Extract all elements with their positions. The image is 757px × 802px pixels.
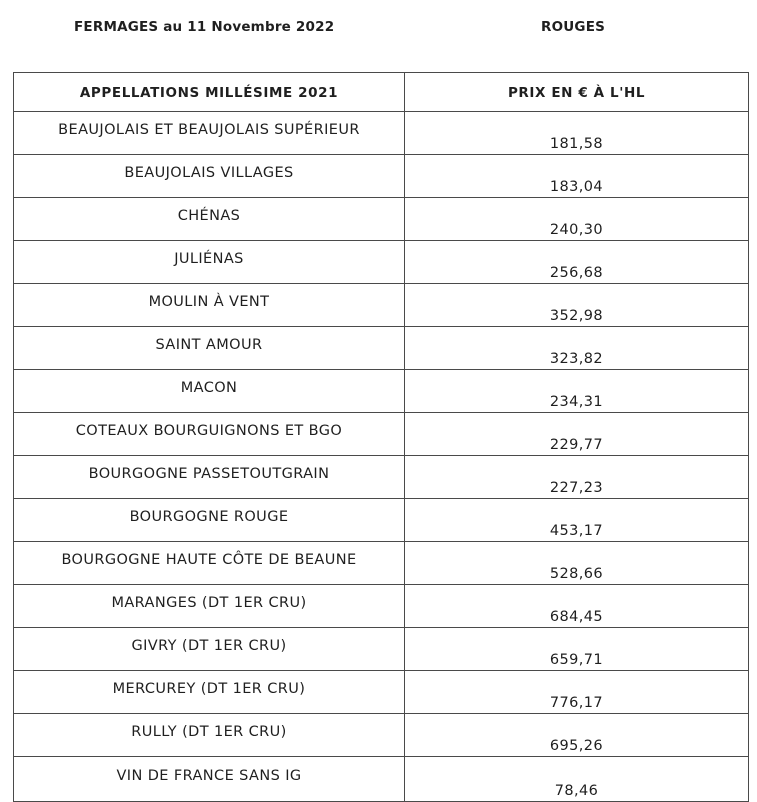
appellation-cell: VIN DE FRANCE SANS IG	[14, 757, 405, 802]
price-cell: 684,45	[405, 585, 749, 628]
appellation-cell: BOURGOGNE PASSETOUTGRAIN	[14, 456, 405, 499]
appellation-cell: MARANGES (DT 1ER CRU)	[14, 585, 405, 628]
table-row	[14, 413, 749, 456]
table-row	[14, 585, 749, 628]
price-cell: 78,46	[405, 757, 749, 802]
table-row	[14, 456, 749, 499]
price-cell: 256,68	[405, 241, 749, 284]
price-table	[13, 72, 749, 802]
appellation-cell: COTEAUX BOURGUIGNONS ET BGO	[14, 413, 405, 456]
price-cell: 776,17	[405, 671, 749, 714]
table-row	[14, 370, 749, 413]
table-row	[14, 112, 749, 155]
appellation-cell: MERCUREY (DT 1ER CRU)	[14, 671, 405, 714]
price-cell: 453,17	[405, 499, 749, 542]
appellation-cell: BEAUJOLAIS VILLAGES	[14, 155, 405, 198]
price-cell: 323,82	[405, 327, 749, 370]
table-row	[14, 757, 749, 802]
table-row	[14, 155, 749, 198]
column-header-price: PRIX EN € À L'HL	[405, 73, 749, 112]
price-cell: 240,30	[405, 198, 749, 241]
table-row	[14, 327, 749, 370]
price-cell: 659,71	[405, 628, 749, 671]
price-cell: 181,58	[405, 112, 749, 155]
appellation-cell: MACON	[14, 370, 405, 413]
table-row	[14, 241, 749, 284]
appellation-cell: GIVRY (DT 1ER CRU)	[14, 628, 405, 671]
table-row	[14, 628, 749, 671]
column-header-appellation: APPELLATIONS MILLÉSIME 2021	[14, 73, 405, 112]
table-body	[14, 112, 749, 802]
document-title: FERMAGES au 11 Novembre 2022	[74, 19, 335, 35]
appellation-cell: RULLY (DT 1ER CRU)	[14, 714, 405, 757]
appellation-cell: BOURGOGNE HAUTE CÔTE DE BEAUNE	[14, 542, 405, 585]
table-row	[14, 499, 749, 542]
table-row	[14, 198, 749, 241]
table-row	[14, 284, 749, 327]
price-cell: 227,23	[405, 456, 749, 499]
price-cell: 234,31	[405, 370, 749, 413]
appellation-cell: CHÉNAS	[14, 198, 405, 241]
appellation-cell: MOULIN À VENT	[14, 284, 405, 327]
appellation-cell: SAINT AMOUR	[14, 327, 405, 370]
table-row	[14, 542, 749, 585]
table-header-row	[14, 73, 749, 112]
appellation-cell: JULIÉNAS	[14, 241, 405, 284]
category-title: ROUGES	[541, 19, 606, 35]
table-row	[14, 671, 749, 714]
price-cell: 352,98	[405, 284, 749, 327]
appellation-cell: BOURGOGNE ROUGE	[14, 499, 405, 542]
appellation-cell: BEAUJOLAIS ET BEAUJOLAIS SUPÉRIEUR	[14, 112, 405, 155]
price-cell: 229,77	[405, 413, 749, 456]
price-cell: 695,26	[405, 714, 749, 757]
price-cell: 183,04	[405, 155, 749, 198]
price-cell: 528,66	[405, 542, 749, 585]
